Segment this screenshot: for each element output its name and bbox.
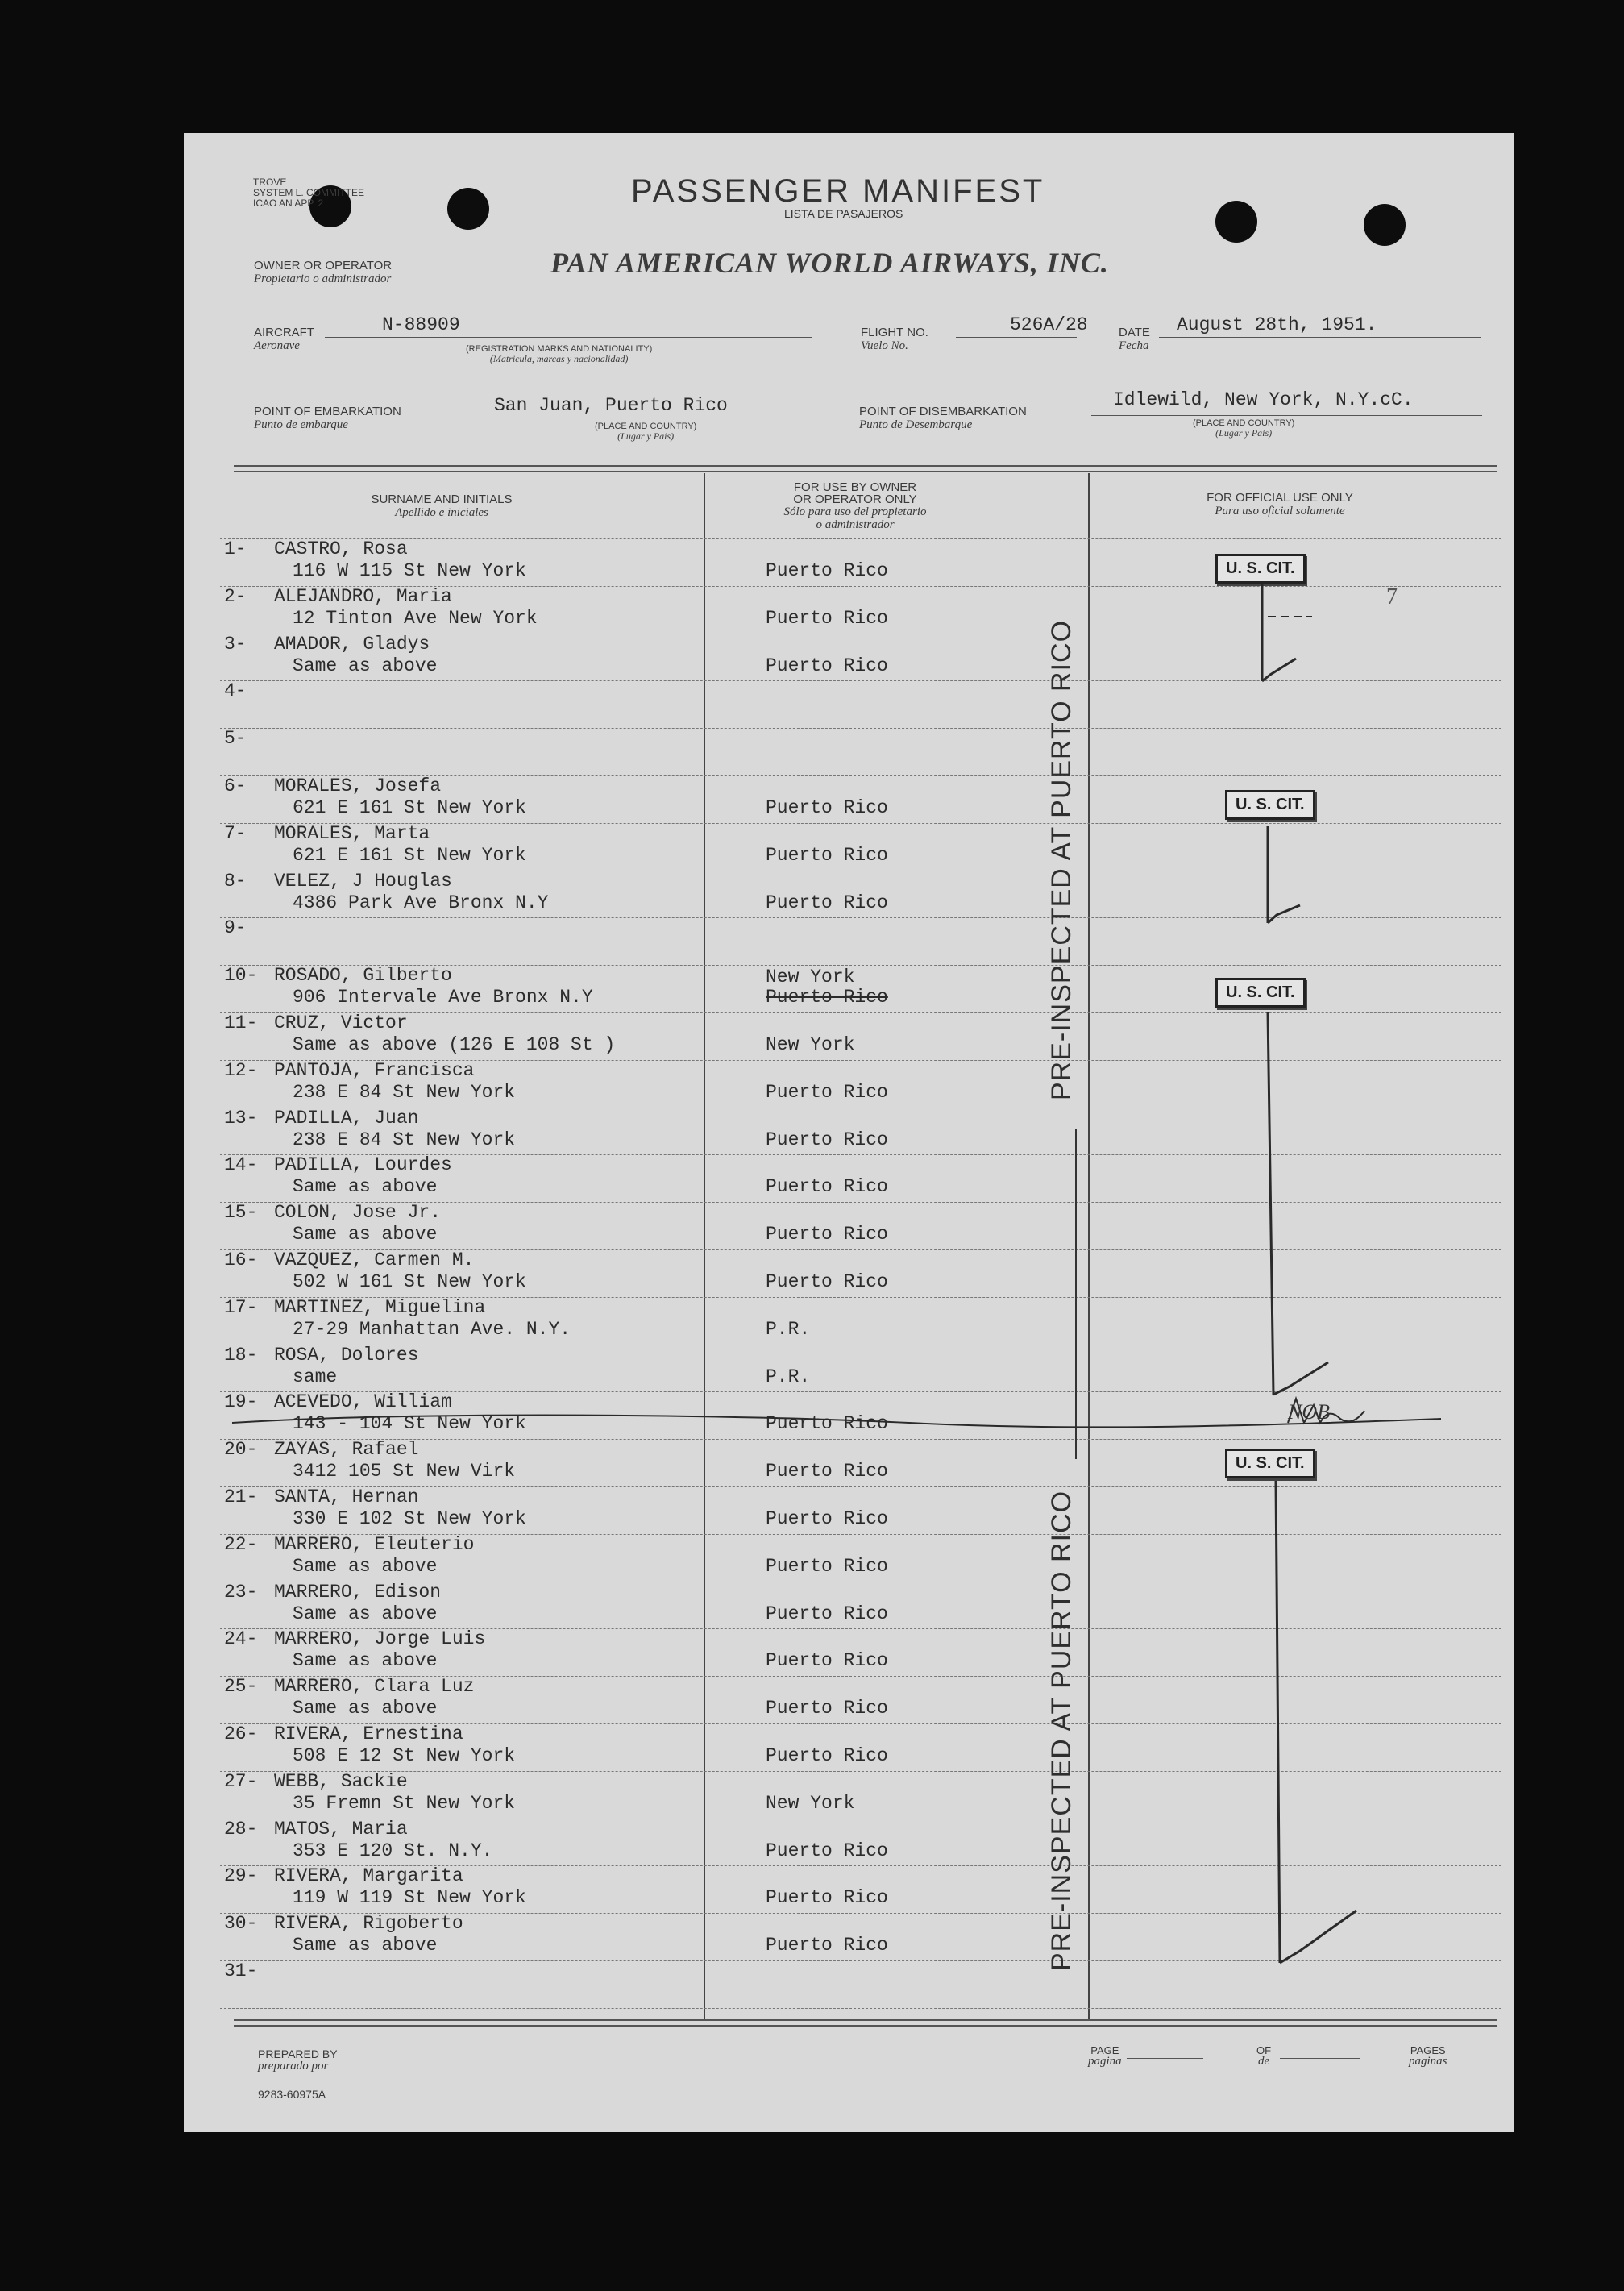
passenger-name: MARRERO, Eleuterio	[274, 1534, 475, 1555]
of-label-es: de	[1257, 2055, 1270, 2068]
approval-line: TROVE	[253, 177, 287, 188]
passenger-address: 621 E 161 St New York	[293, 797, 526, 818]
approval-line: SYSTEM L. COMMITTEE	[253, 187, 365, 198]
passenger-name: RIVERA, Rigoberto	[274, 1913, 463, 1934]
passenger-name: RIVERA, Margarita	[274, 1865, 463, 1886]
passenger-country: New York	[766, 967, 855, 988]
passenger-address: Same as above	[293, 1603, 438, 1624]
us-citizen-stamp: U. S. CIT.	[1215, 978, 1306, 1008]
row-number: 17-	[224, 1297, 258, 1318]
disembarkation-value: Idlewild, New York, N.Y.cC.	[1113, 389, 1414, 410]
aircraft-value: N-88909	[382, 314, 460, 335]
passenger-name: MARRERO, Jorge Luis	[274, 1628, 486, 1649]
passenger-country: Puerto Rico	[766, 1461, 888, 1482]
passenger-name: MARTINEZ, Miguelina	[274, 1297, 486, 1318]
passenger-country: Puerto Rico	[766, 1650, 888, 1671]
passenger-country: Puerto Rico	[766, 1271, 888, 1292]
row-number: 5-	[224, 728, 247, 749]
aircraft-label-es: Aeronave	[254, 339, 300, 352]
passenger-address: 353 E 120 St. N.Y.	[293, 1840, 493, 1861]
passenger-country: Puerto Rico	[766, 1603, 888, 1624]
passenger-address: Same as above	[293, 1698, 438, 1719]
row-number: 8-	[224, 871, 247, 892]
passenger-name: ZAYAS, Rafael	[274, 1439, 419, 1460]
passenger-address: 502 W 161 St New York	[293, 1271, 526, 1292]
column-header-surname-en: SURNAME AND INITIALS	[371, 493, 513, 506]
disembarkation-label-es: Punto de Desembarque	[859, 418, 973, 431]
row-number: 7-	[224, 823, 247, 844]
row-number: 16-	[224, 1249, 258, 1270]
owner-label-es: Propietario o administrador	[254, 272, 392, 285]
passenger-address: 330 E 102 St New York	[293, 1508, 526, 1529]
pre-inspected-stamp: PRE-INSPECTED AT PUERTO RICO	[1046, 1490, 1077, 1971]
page-title: PASSENGER MANIFEST	[631, 173, 1045, 209]
approval-line: ICAO AN APP. 2	[253, 198, 324, 209]
date-value: August 28th, 1951.	[1177, 314, 1377, 335]
passenger-name: ALEJANDRO, Maria	[274, 586, 452, 607]
row-number: 1-	[224, 538, 247, 559]
passenger-name: RIVERA, Ernestina	[274, 1723, 463, 1744]
passenger-name: PADILLA, Lourdes	[274, 1154, 452, 1175]
embarkation-label-es: Punto de embarque	[254, 418, 348, 431]
passenger-country: New York	[766, 1034, 855, 1055]
row-number: 30-	[224, 1913, 258, 1934]
passenger-name: COLON, Jose Jr.	[274, 1202, 442, 1223]
passenger-country: Puerto Rico	[766, 1082, 888, 1103]
place-note-en: (PLACE AND COUNTRY)	[595, 422, 697, 431]
passenger-country: Puerto Rico	[766, 560, 888, 581]
us-citizen-stamp: U. S. CIT.	[1225, 1449, 1315, 1478]
passenger-name: VELEZ, J Houglas	[274, 871, 452, 892]
column-header-official-use-en: FOR OFFICIAL USE ONLY	[1207, 491, 1353, 505]
passenger-country: Puerto Rico	[766, 1224, 888, 1245]
row-number: 4-	[224, 680, 247, 701]
passenger-name: MORALES, Josefa	[274, 775, 442, 796]
passenger-address: Same as above	[293, 655, 438, 676]
us-citizen-stamp: U. S. CIT.	[1225, 790, 1315, 820]
flight-label-es: Vuelo No.	[861, 339, 908, 352]
passenger-name: ROSA, Dolores	[274, 1345, 419, 1366]
passenger-name: MATOS, Maria	[274, 1819, 408, 1840]
page-label-en: PAGE	[1090, 2044, 1119, 2056]
passenger-country: Puerto Rico	[766, 608, 888, 629]
pages-label-en: PAGES	[1410, 2044, 1446, 2056]
prepared-by-label-es: preparado por	[258, 2060, 329, 2073]
row-number: 13-	[224, 1108, 258, 1129]
passenger-name: AMADOR, Gladys	[274, 634, 430, 655]
row-number: 28-	[224, 1819, 258, 1840]
passenger-country: Puerto Rico	[766, 845, 888, 866]
passenger-address: Same as above	[293, 1556, 438, 1577]
pre-inspected-stamp: PRE-INSPECTED AT PUERTO RICO	[1046, 619, 1077, 1100]
passenger-address: same	[293, 1366, 338, 1387]
of-label-en: OF	[1256, 2044, 1272, 2056]
page-label	[1088, 2045, 1122, 2067]
passenger-address: 27-29 Manhattan Ave. N.Y.	[293, 1319, 571, 1340]
passenger-country: Puerto Rico	[766, 1176, 888, 1197]
place-note-es: (Lugar y Pais)	[617, 430, 675, 442]
column-header-owner-use-line: FOR USE BY OWNER	[793, 480, 917, 494]
registration-note-es: (Matricula, marcas y nacionalidad)	[489, 353, 629, 364]
struck-country: Puerto Rico	[766, 987, 888, 1008]
row-number: 22-	[224, 1534, 258, 1555]
page-subtitle: LISTA DE PASAJEROS	[784, 207, 903, 220]
row-number: 12-	[224, 1060, 258, 1081]
passenger-country: Puerto Rico	[766, 892, 888, 913]
row-number: 10-	[224, 965, 258, 986]
passenger-name: PANTOJA, Francisca	[274, 1060, 475, 1081]
passenger-country: Puerto Rico	[766, 1745, 888, 1766]
prepared-by-label	[258, 2048, 338, 2072]
row-number: 26-	[224, 1723, 258, 1744]
passenger-country: New York	[766, 1793, 855, 1814]
row-number: 31-	[224, 1960, 258, 1981]
passenger-address: 116 W 115 St New York	[293, 560, 526, 581]
place-note-en: (PLACE AND COUNTRY)	[1193, 418, 1295, 428]
row-number: 29-	[224, 1865, 258, 1886]
form-number: 9283-60975A	[258, 2088, 326, 2101]
registration-note-en: (REGISTRATION MARKS AND NATIONALITY)	[466, 344, 653, 354]
bracket-marks	[184, 133, 1514, 2132]
passenger-name: MARRERO, Clara Luz	[274, 1676, 475, 1697]
row-number: 19-	[224, 1391, 258, 1412]
place-note-es: (Lugar y Pais)	[1215, 427, 1273, 439]
column-header-official-use-es: Para uso oficial solamente	[1215, 505, 1345, 518]
row-number: 14-	[224, 1154, 258, 1175]
passenger-country: P.R.	[766, 1319, 811, 1340]
passenger-address: 238 E 84 St New York	[293, 1082, 516, 1103]
row-number: 25-	[224, 1676, 258, 1697]
passenger-country: Puerto Rico	[766, 1129, 888, 1150]
passenger-address: 508 E 12 St New York	[293, 1745, 516, 1766]
row-number: 15-	[224, 1202, 258, 1223]
passenger-address: 906 Intervale Ave Bronx N.Y	[293, 987, 593, 1008]
flight-value: 526A/28	[1010, 314, 1088, 335]
column-header-owner-use-line: OR OPERATOR ONLY	[793, 493, 917, 506]
margin-mark: 7	[1386, 584, 1398, 609]
date-label-en: DATE	[1119, 326, 1150, 339]
row-number: 21-	[224, 1486, 258, 1507]
owner-label-en: OWNER OR OPERATOR	[254, 259, 393, 272]
passenger-name: WEBB, Sackie	[274, 1771, 408, 1792]
row-number: 23-	[224, 1582, 258, 1603]
passenger-address: Same as above	[293, 1176, 438, 1197]
row-number: 3-	[224, 634, 247, 655]
us-citizen-stamp: U. S. CIT.	[1215, 554, 1306, 584]
passenger-name: MORALES, Marta	[274, 823, 430, 844]
inspector-initials: NOB	[1288, 1400, 1330, 1424]
passenger-address: 12 Tinton Ave New York	[293, 608, 538, 629]
passenger-name: VAZQUEZ, Carmen M.	[274, 1249, 475, 1270]
flight-label-en: FLIGHT NO.	[861, 326, 928, 339]
pages-label	[1409, 2045, 1447, 2067]
passenger-country: Puerto Rico	[766, 1556, 888, 1577]
passenger-address: 3412 105 St New Virk	[293, 1461, 516, 1482]
passenger-address: 119 W 119 St New York	[293, 1887, 526, 1908]
passenger-address: Same as above	[293, 1650, 438, 1671]
passenger-name: SANTA, Hernan	[274, 1486, 419, 1507]
passenger-name: ACEVEDO, William	[274, 1391, 452, 1412]
passenger-address: Same as above	[293, 1935, 438, 1956]
column-header-owner-use-es: o administrador	[816, 518, 895, 531]
page-label-es: pagina	[1088, 2055, 1122, 2068]
passenger-name: ROSADO, Gilberto	[274, 965, 452, 986]
passenger-address: Same as above (126 E 108 St )	[293, 1034, 616, 1055]
row-number: 27-	[224, 1771, 258, 1792]
passenger-country: Puerto Rico	[766, 1887, 888, 1908]
passenger-country: P.R.	[766, 1366, 811, 1387]
column-header-owner-use-es: Sólo para uso del propietario	[783, 505, 927, 518]
passenger-name: MARRERO, Edison	[274, 1582, 442, 1603]
passenger-country: Puerto Rico	[766, 655, 888, 676]
passenger-country: Puerto Rico	[766, 1840, 888, 1861]
embarkation-label-en: POINT OF EMBARKATION	[254, 405, 401, 418]
passenger-country: Puerto Rico	[766, 1508, 888, 1529]
embarkation-value: San Juan, Puerto Rico	[494, 395, 728, 416]
owner-value: PAN AMERICAN WORLD AIRWAYS, INC.	[550, 247, 1109, 279]
pages-label-es: paginas	[1409, 2055, 1447, 2068]
of-label	[1256, 2045, 1271, 2067]
passenger-country: Puerto Rico	[766, 1935, 888, 1956]
date-label-es: Fecha	[1119, 339, 1149, 352]
prepared-by-label-en: PREPARED BY	[258, 2048, 338, 2060]
passenger-address: 35 Fremn St New York	[293, 1793, 516, 1814]
row-number: 24-	[224, 1628, 258, 1649]
passenger-name: PADILLA, Juan	[274, 1108, 419, 1129]
row-number: 6-	[224, 775, 247, 796]
passenger-address: 4386 Park Ave Bronx N.Y	[293, 892, 549, 913]
passenger-address: 621 E 161 St New York	[293, 845, 526, 866]
passenger-name: CASTRO, Rosa	[274, 538, 408, 559]
row-number: 2-	[224, 586, 247, 607]
row-number: 20-	[224, 1439, 258, 1460]
row-number: 11-	[224, 1012, 258, 1033]
disembarkation-label-en: POINT OF DISEMBARKATION	[859, 405, 1027, 418]
manifest-sheet	[184, 133, 1514, 2132]
passenger-address: Same as above	[293, 1224, 438, 1245]
passenger-name: CRUZ, Victor	[274, 1012, 408, 1033]
aircraft-label-en: AIRCRAFT	[254, 326, 314, 339]
passenger-country: Puerto Rico	[766, 1698, 888, 1719]
row-number: 9-	[224, 917, 247, 938]
column-header-surname-es: Apellido e iniciales	[395, 506, 488, 519]
row-number: 18-	[224, 1345, 258, 1366]
passenger-address: 143 - 104 St New York	[293, 1413, 526, 1434]
passenger-country: Puerto Rico	[766, 1413, 888, 1434]
passenger-country: Puerto Rico	[766, 797, 888, 818]
passenger-address: 238 E 84 St New York	[293, 1129, 516, 1150]
